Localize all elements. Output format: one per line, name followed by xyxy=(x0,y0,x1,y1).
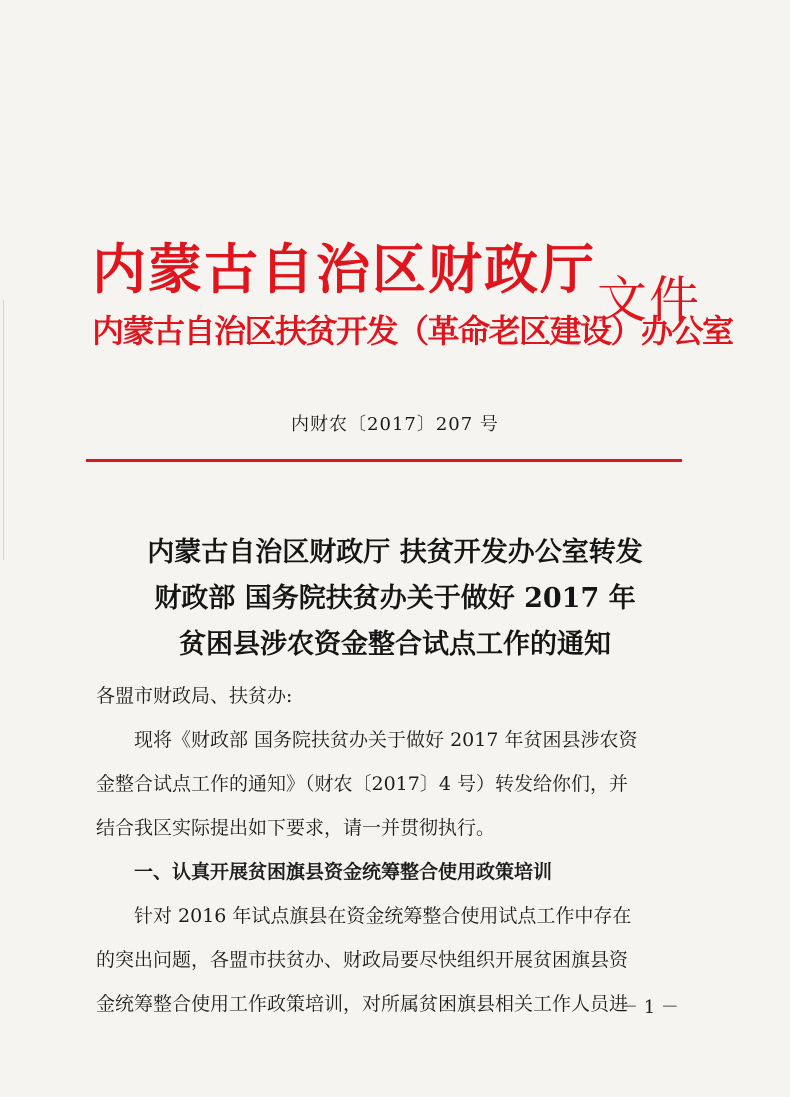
red-separator-line xyxy=(86,459,682,462)
title-line-1: 内蒙古自治区财政厅 扶贫开发办公室转发 xyxy=(147,537,643,568)
issuer-line-1: 内蒙古自治区财政厅 xyxy=(92,237,596,301)
document-title xyxy=(0,530,790,668)
salutation: 各盟市财政局、扶贫办: xyxy=(96,685,293,707)
document-number: 内财农〔2017〕207 号 xyxy=(291,414,499,435)
document-header xyxy=(92,236,732,366)
issuer-line-2: 内蒙古自治区扶贫开发（革命老区建设）办公室 xyxy=(92,312,733,350)
paragraph-1-line-2: 金整合试点工作的通知》（财农〔2017〕4 号）转发给你们，并 xyxy=(96,773,628,795)
paragraph-1-line-3: 结合我区实际提出如下要求，请一并贯彻执行。 xyxy=(96,817,496,839)
document-type-label: 文件 xyxy=(597,271,701,329)
page-number: － 1 － xyxy=(620,997,679,1018)
paragraph-2-line-1: 针对 2016 年试点旗县在资金统筹整合使用试点工作中存在 xyxy=(134,905,632,927)
title-line-3: 贫困县涉农资金整合试点工作的通知 xyxy=(179,629,611,660)
section-1-heading: 一、认真开展贫困旗县资金统筹整合使用政策培训 xyxy=(134,861,553,883)
paragraph-1-line-1: 现将《财政部 国务院扶贫办关于做好 2017 年贫困县涉农资 xyxy=(134,729,638,751)
paragraph-2-line-3: 金统筹整合使用工作政策培训，对所属贫困旗县相关工作人员进 xyxy=(96,993,629,1015)
title-line-2: 财政部 国务院扶贫办关于做好 2017 年 xyxy=(154,583,636,614)
paragraph-2-line-2: 的突出问题，各盟市扶贫办、财政局要尽快组织开展贫困旗县资 xyxy=(96,949,629,971)
document-body xyxy=(96,674,696,1026)
